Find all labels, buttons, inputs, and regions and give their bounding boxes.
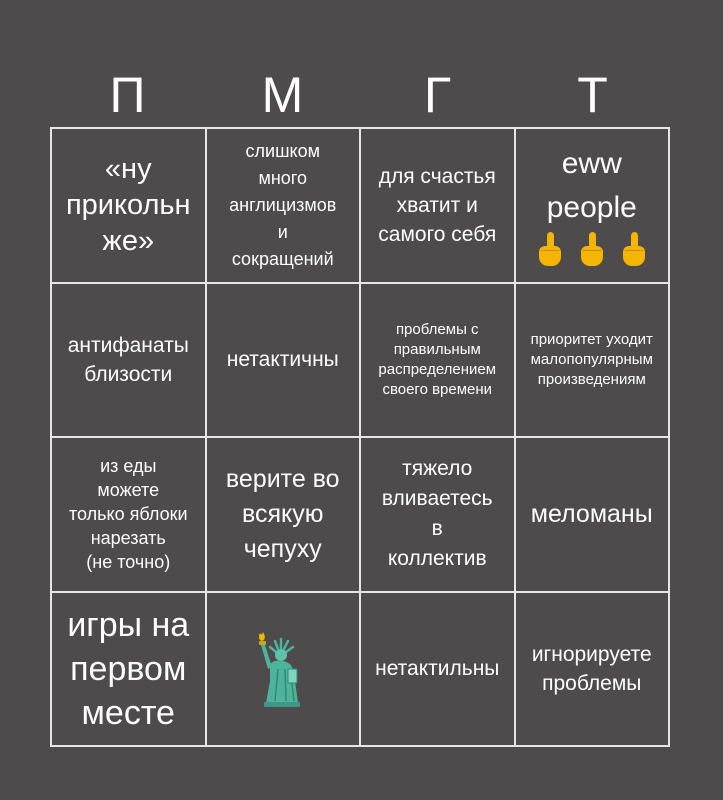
- middle-finger-icon: [579, 232, 605, 268]
- cell-text: нетактильны: [375, 657, 500, 681]
- cell-text: приоритет уходит малопопулярным произведениям: [530, 330, 653, 388]
- cell-text: тяжело вливаетесь в коллектив: [381, 457, 493, 571]
- cell-text: слишком много англицизмов и сокращений: [229, 140, 337, 269]
- header-letter-4: Т: [577, 67, 608, 123]
- cell-text: игнорируете проблемы: [531, 642, 652, 695]
- cell-text: eww people: [546, 147, 637, 225]
- statue-of-liberty-icon: [248, 629, 318, 709]
- bingo-cell-13[interactable]: [51, 592, 206, 747]
- bingo-cell-5[interactable]: [51, 283, 206, 438]
- middle-finger-icon: [537, 232, 563, 268]
- header-letter-3: Г: [423, 67, 452, 123]
- cell-text: нетактичны: [226, 348, 339, 372]
- bingo-cell-1[interactable]: [51, 128, 206, 283]
- bingo-cell-free[interactable]: [206, 592, 361, 747]
- cell-text: меломаны: [530, 499, 653, 528]
- cell-text: проблемы с правильным распределением своего времени: [378, 320, 497, 398]
- middle-finger-icon: [621, 232, 647, 268]
- bingo-cell-16[interactable]: [515, 592, 670, 747]
- bingo-cell-3[interactable]: [360, 128, 515, 283]
- header-letter-2: М: [261, 67, 304, 123]
- bingo-cell-8[interactable]: [515, 283, 670, 438]
- middle-finger-icons: [537, 232, 647, 268]
- bingo-cell-9[interactable]: [51, 437, 206, 592]
- bingo-cell-10[interactable]: [206, 437, 361, 592]
- bingo-cell-12[interactable]: [515, 437, 670, 592]
- bingo-grid: [50, 127, 670, 747]
- eww-people-content: [537, 142, 647, 268]
- cell-text: антифанаты близости: [67, 333, 189, 386]
- cell-text: игры на первом месте: [67, 605, 190, 732]
- cell-text: верите во всякую чепуху: [225, 464, 340, 563]
- header-letter-1: П: [109, 67, 146, 123]
- bingo-cell-7[interactable]: [360, 283, 515, 438]
- bingo-header: [50, 62, 670, 128]
- bingo-cell-15[interactable]: [360, 592, 515, 747]
- bingo-cell-4[interactable]: [515, 128, 670, 283]
- bingo-cell-11[interactable]: [360, 437, 515, 592]
- cell-text: для счастья хватит и самого себя: [378, 164, 497, 246]
- cell-text: из еды можете только яблоки нарезать (не точно): [68, 456, 188, 573]
- bingo-cell-6[interactable]: [206, 283, 361, 438]
- bingo-cell-2[interactable]: [206, 128, 361, 283]
- cell-text: «ну прикольн же»: [65, 153, 191, 258]
